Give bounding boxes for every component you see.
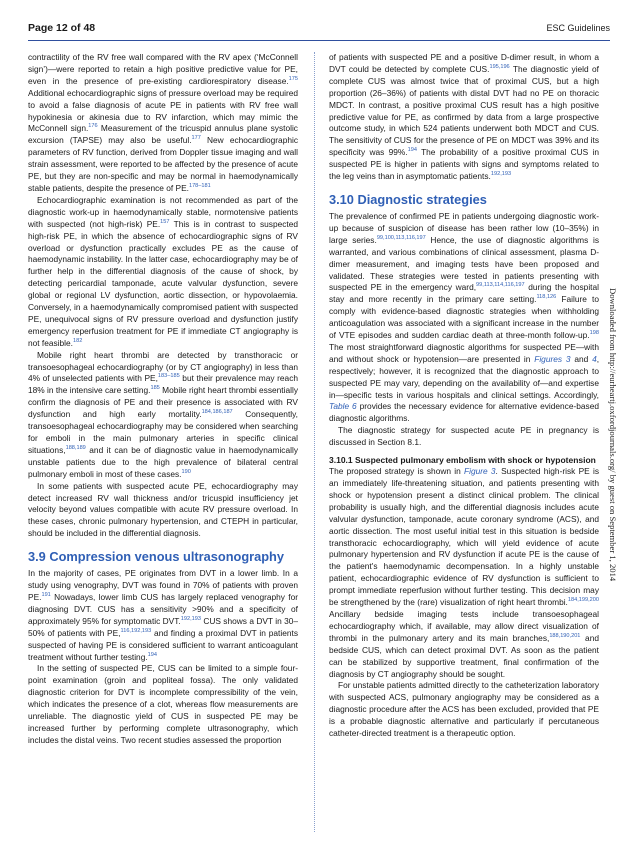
subsection-heading-3-10-1: 3.10.1 Suspected pulmonary embolism with shock or hypotension: [329, 455, 596, 466]
body-text: Echocardiographic examination is not recommended as part of the diagnostic work-up in haemodynamically stable, normotensive patients with suspected (not high-risk) PE.: [28, 194, 298, 229]
paragraph: [28, 663, 298, 746]
body-text: New echocardiographic parameters of RV function, derived from Doppler tissue imaging and wall strain assessment, were reported to be affected by the presence of acute PE, but they are non-specific and may be normal in haemodynamically stable patients, despite the presence of PE.: [28, 135, 299, 193]
citation-ref[interactable]: 183–185: [157, 373, 180, 380]
citation-ref[interactable]: 99,113,114,116,197: [476, 282, 525, 289]
body-text: CUS shows a DVT in 30–50% of patients with PE,: [28, 615, 298, 638]
citation-ref[interactable]: 194: [407, 147, 417, 154]
body-text: The proposed strategy is shown in: [329, 466, 464, 477]
citation-ref[interactable]: 118,126: [536, 294, 557, 301]
body-text: In the setting of suspected PE, CUS can be limited to a simple four-point examination (groin and popliteal fossa). The only validated diagnostic criterion for DVT is incomplete compressibility of the vein, which indicates the presence of a clot, whereas flow measurements are unreliable. The diagnostic yield of CUS in suspected PE may be increased further by performing complete ultrasonography, which includes the distal veins. Two recent studies assessed the proportion: [28, 663, 298, 745]
citation-ref[interactable]: 188,190,201: [549, 633, 581, 639]
body-text: In some patients with suspected acute PE, echocardiography may detect increased RV wall thickness and/or tricuspid insufficiency jet velocity beyond values compatible with acute RV pressure overload. In these cases, chronic pulmonary hypertension, and CTEPH in particular, should be included in the differential diagnosis.: [28, 480, 298, 539]
citation-ref[interactable]: 192,193: [180, 616, 201, 622]
citation-ref[interactable]: 185: [150, 385, 160, 392]
body-text: and it can be of diagnostic value in haemodynamically unstable patients due to the high prevalence of bilateral central pulmonary emboli in most of these cases.: [28, 444, 298, 479]
paragraph: [28, 568, 298, 663]
download-watermark: [606, 225, 620, 645]
body-text: This is in contrast to suspected high-risk PE, in which the absence of echocardiographic signs of RV overload or dysfunction practically excludes PE as the cause of haemodynamic instability. In the latter case, echocardiography may be of further help in the differential diagnosis of the cause of shock, by detecting pericardial tamponade, acute valvular dysfunction, severe global or regional LV dysfunction, aortic dissection, or hypovolaemia. Conversely, in a haemodynamically compromised patient with suspected PE, unequivocal signs of RV pressure overload and dysfunction justify emergency reperfusion treatment for PE if immediate CT angiography is not feasible.: [28, 218, 299, 348]
citation-ref[interactable]: 194: [147, 651, 157, 658]
paragraph: [329, 680, 599, 740]
paragraph: [28, 350, 298, 481]
paragraph: [329, 52, 599, 183]
body-text: of patients with suspected PE and a positive D-dimer result, in whom a DVT could be detected by complete CUS.: [329, 52, 599, 74]
body-text: Additional echocardiographic signs of pressure overload may be required to avoid a false diagnosis of acute PE in patients with RV free wall hypokinesia or akinesia due to RV infarction, which may mimic the McConnell sign.: [28, 87, 298, 134]
citation-ref[interactable]: 177: [191, 135, 201, 142]
citation-ref[interactable]: 99,100,113,116,197: [376, 235, 426, 241]
body-text: The most straightforward diagnostic algorithms for suspected PE—with and without shock or hypotension—are presented in: [329, 341, 599, 364]
right-column: [329, 52, 599, 740]
body-text: Mobile right heart thrombi essentially confirm the diagnosis of PE and their presence is associated with RV dysfunction and high early mortality.: [28, 385, 298, 420]
paragraph: [28, 195, 298, 350]
section-heading-3-9: 3.9 Compression venous ultrasonography: [28, 549, 284, 565]
section-heading-3-10: 3.10 Diagnostic strategies: [329, 191, 487, 207]
figure-ref-link[interactable]: Table 6: [329, 401, 357, 412]
page-header: [28, 22, 610, 38]
body-text: but their prevalence may reach 18% in the intensive care setting.: [28, 373, 299, 396]
citation-ref[interactable]: 191: [41, 592, 51, 599]
body-text: Mobile right heart thrombi are detected by transthoracic or transoesophageal echocardiography (or by CT angiography) in less than 4% of unselected patients with PE,: [28, 349, 298, 384]
body-text: and finding a proximal DVT in patients suspected of having PE is considered sufficient to warrant anticoagulant treatment without further testing.: [28, 627, 298, 662]
figure-ref-link[interactable]: Figures 3: [534, 353, 571, 364]
body-text: Consequently, transoesophageal echocardiography may be considered when searching for emboli in the main pulmonary arteries in specific clinical situations,: [28, 409, 298, 455]
download-note: Downloaded from http://eurheartj.oxfordjournals.org/ by guest on September 1, 2014: [608, 288, 618, 582]
body-text: For unstable patients admitted directly to the catheterization laboratory with suspected ACS, pulmonary angiography may be considered as a diagnostic procedure after the ACS has been excluded, provided that PE is a probable diagnostic alternative and particularly if percutaneous catheter-directed treatment is a therapeutic option.: [329, 680, 599, 739]
citation-ref[interactable]: 188,189: [65, 445, 86, 452]
body-text: Nowadays, lower limb CUS has largely replaced venography for diagnosing DVT. CUS has a sensitivity >90% and a specificity of approximately 95% for symptomatic DVT.: [28, 591, 298, 626]
page-number: Page 12 of 48: [28, 22, 96, 34]
body-text: Measurement of the tricuspid annulus plane systolic excursion (TAPSE) may also be useful.: [28, 123, 298, 146]
paragraph: [329, 211, 599, 425]
paragraph: [28, 481, 298, 541]
body-text: The prevalence of confirmed PE in patients undergoing diagnostic work-up because of suspicion of disease has been rather low (10–35%) in large series.: [329, 210, 599, 245]
citation-ref[interactable]: 116,192,193: [120, 627, 152, 634]
body-text: In the majority of cases, PE originates from DVT in a lower limb. In a study using venography, DVT was found in 70% of patients with proven PE.: [28, 568, 298, 602]
citation-ref[interactable]: 192,193: [490, 171, 512, 178]
body-text: The probability of a positive proximal CUS in suspected PE is higher in patients with signs and symptoms related to the leg veins than in asymptomatic patients.: [329, 147, 599, 182]
body-text: and bedside CUS, which can detect proximal DVT. As soon as the patient can be stabilized by supportive treatment, final confirmation of the diagnosis by CT angiography should be sought.: [329, 632, 599, 679]
citation-ref[interactable]: 178–181: [188, 183, 211, 190]
citation-ref[interactable]: 184,199,200: [567, 597, 599, 604]
citation-ref[interactable]: 198: [589, 330, 599, 337]
citation-ref[interactable]: 195,196: [489, 64, 510, 71]
citation-ref[interactable]: 182: [73, 337, 83, 344]
citation-ref[interactable]: 176: [88, 123, 98, 130]
citation-ref[interactable]: 175: [288, 76, 298, 83]
header-rule: [28, 40, 610, 41]
body-text: contractility of the RV free wall compared with the RV apex (‘McConnell sign’)—were reported to retain a high positive predictive value for PE, even in the presence of pre-existing cardiorespiratory disease.: [28, 52, 298, 86]
body-text: . Suspected high-risk PE is an immediately life-threatening situation, and patients presenting with shock or hypotension present a distinct clinical problem. The clinical probability is usually high, and the differential diagnosis includes acute valvular dysfunction, tamponade, acute coronary syndrome (ACS), and aortic dissection. The most useful initial test in this situation is bedside transthoracic echocardiography, which will yield evidence of acute pulmonary hypertension and RV dysfunction if acute PE is the cause of the patient's haemodynamic decompensation. In a highly unstable patient, echocardiographic evidence of RV dysfunction is sufficient to prompt immediate reperfusion without further testing. This decision may be strengthened by the (rare) visualization of right heart thrombi.: [329, 466, 599, 608]
body-text: Ancillary bedside imaging tests include transoesophageal echocardiography which, if available, may allow direct visualization of thrombi in the pulmonary artery and its main branches,: [329, 608, 599, 643]
body-text: provides the necessary evidence for alternative evidence-based diagnostic algorithms.: [329, 401, 599, 424]
body-text: The diagnostic strategy for suspected acute PE in pregnancy is discussed in Section 8.1.: [329, 425, 599, 448]
body-text: Hence, the use of diagnostic algorithms is warranted, and various combinations of clinical assessment, plasma D-dimer measurement, and imaging tests have been proposed and validated. These strategies were tested in patients presenting with suspected PE in the emergency ward,: [329, 234, 599, 293]
body-text: The diagnostic yield of complete CUS was almost twice that of proximal CUS, but a high proportion (26–36%) of patients with distal DVT had no PE on thoracic MDCT. In contrast, a positive proximal CUS result has a high positive predictive value for PE, as confirmed by data from a large prospective outcome study, in which 524 patients underwent both MDCT and CUS. The sensitivity of CUS for the presence of PE on MDCT was 39% and its specificity was 99%.: [329, 63, 599, 158]
citation-ref[interactable]: 184,186,187: [201, 409, 233, 416]
citation-ref[interactable]: 157: [160, 218, 170, 225]
figure-ref-link[interactable]: 4: [592, 353, 597, 364]
citation-ref[interactable]: 190: [181, 468, 191, 475]
body-text: and: [570, 353, 593, 364]
paragraph: [329, 425, 599, 449]
paragraph: [28, 52, 298, 195]
body-text: , respectively; however, it is recognized that the diagnostic approach to suspected PE may vary, depending on the availability of—and expertise in—specific tests in various hospitals and clinical settings. Accordingly,: [329, 353, 600, 400]
left-column: [28, 52, 298, 747]
running-title: ESC Guidelines: [546, 23, 610, 33]
body-text: Failure to comply with evidence-based diagnostic strategies when withholding anticoagulation was associated with a significant increase in the number of VTE episodes and sudden cardiac death at three-month follow-up.: [329, 294, 599, 341]
figure-ref-link[interactable]: Figure 3: [464, 466, 496, 477]
paragraph: [329, 466, 599, 680]
body-text: during the hospital stay and more recently in the primary care setting.: [329, 282, 599, 305]
column-divider: [314, 52, 315, 832]
